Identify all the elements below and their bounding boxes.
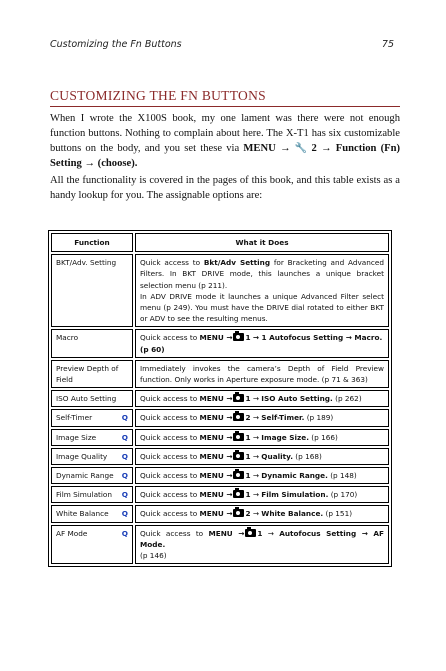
desc-text: Quick access to (140, 451, 200, 461)
table-row (51, 505, 389, 522)
desc-menu-number: 1 (245, 490, 251, 500)
desc-bold: Autofocus Setting → AF Mode. (140, 528, 384, 549)
desc-arrow: → (267, 528, 280, 538)
camera-icon (233, 333, 244, 341)
function-name: Macro (51, 329, 133, 357)
function-description (135, 505, 389, 522)
function-description (135, 448, 389, 465)
table-row (51, 360, 389, 388)
table-row (51, 525, 389, 565)
desc-menu-number: 1 (245, 333, 251, 343)
table-row (51, 467, 389, 484)
table-row (51, 254, 389, 327)
function-name (51, 486, 133, 503)
camera-icon (233, 471, 244, 479)
table-row (51, 429, 389, 446)
running-header (50, 39, 394, 50)
table-row (51, 486, 389, 503)
function-label: Dynamic Range (56, 471, 114, 481)
function-label: Image Size (56, 432, 97, 442)
q-menu-marker: Q (121, 471, 128, 481)
desc-menu-number: 1 (245, 471, 251, 481)
desc-bold: White Balance. (261, 509, 324, 519)
desc-menu: MENU → (199, 394, 233, 404)
function-name (51, 429, 133, 446)
desc-page: (p 262) (332, 394, 362, 404)
desc-menu: MENU → (199, 490, 233, 500)
intro-text: When I wrote the X100S book, my one lament was there were not enough function buttons. Nothing to complain about here. The X-T1 has six customizable buttons on the body, and you set these via (50, 113, 400, 154)
desc-menu: MENU → (199, 509, 233, 519)
intro-paragraph-1 (50, 111, 400, 171)
q-menu-marker: Q (121, 413, 128, 423)
intro-paragraph-2: All the functionality is covered in the pages of this book, and this table exists as a handy lookup for you. The assignable options are: (50, 175, 400, 201)
desc-text: for Bracketing and Advanced Filters. In BKT DRIVE mode, this launches a unique bracket selection menu (p 211). (140, 258, 384, 290)
q-menu-marker: Q (121, 490, 128, 500)
desc-text: Quick access to (140, 509, 200, 519)
table-header-row (51, 233, 389, 252)
desc-bold: Quality. (261, 451, 293, 461)
function-name (51, 525, 133, 565)
desc-page: (p 166) (308, 432, 338, 442)
desc-arrow: → (252, 432, 262, 442)
desc-menu: MENU → (199, 451, 233, 461)
desc-arrow: → (252, 471, 262, 481)
column-header-function: Function (51, 233, 133, 252)
camera-icon (233, 490, 244, 498)
function-name (51, 448, 133, 465)
q-menu-marker: Q (121, 451, 128, 461)
desc-text: Quick access to (140, 333, 200, 343)
desc-menu-number: 1 (257, 528, 263, 538)
desc-menu-number: 1 (245, 432, 251, 442)
function-label: Film Simulation (56, 490, 113, 500)
desc-menu-number: 1 (245, 451, 251, 461)
function-description (135, 329, 389, 357)
desc-text: Quick access to (140, 394, 200, 404)
wrench-icon: 🔧 (294, 143, 308, 154)
function-label: Image Quality (56, 451, 108, 461)
desc-arrow: → (252, 394, 262, 404)
desc-page: (p 168) (292, 451, 322, 461)
desc-text: Quick access to (140, 432, 200, 442)
menu-end: → (choose). (81, 158, 138, 169)
function-description (135, 254, 389, 327)
desc-bold: Self-Timer. (261, 413, 305, 423)
menu-number: 2 → (307, 143, 332, 154)
desc-page: (p 148) (327, 471, 357, 481)
function-label: White Balance (56, 509, 109, 519)
function-description (135, 525, 389, 565)
function-label: AF Mode (56, 528, 88, 538)
function-description (135, 429, 389, 446)
desc-menu: MENU → (199, 471, 233, 481)
q-menu-marker: Q (121, 509, 128, 519)
function-description (135, 486, 389, 503)
table-row (51, 448, 389, 465)
desc-text: Quick access to (140, 413, 200, 423)
running-title: Customizing the Fn Buttons (50, 39, 182, 50)
desc-text: Quick access to (140, 490, 200, 500)
desc-menu: MENU → (208, 528, 245, 538)
menu-setting: Function (Fn) Setting (50, 143, 401, 169)
function-description (135, 390, 389, 407)
camera-icon (233, 452, 244, 460)
q-menu-marker: Q (121, 528, 128, 538)
fn-options-table (48, 230, 392, 567)
function-name: ISO Auto Setting (51, 390, 133, 407)
function-description: Immediately invokes the camera’s Depth of Field Preview function. Only works in Aperture exposure mode. (p 71 & 363) (135, 360, 389, 388)
desc-menu: MENU → (199, 413, 233, 423)
function-name: BKT/Adv. Setting (51, 254, 133, 327)
desc-text: Quick access to (140, 471, 200, 481)
q-menu-marker: Q (121, 432, 128, 442)
desc-bold: → 1 Autofocus Setting → Macro. (252, 333, 383, 343)
camera-icon (233, 394, 244, 402)
table-row (51, 329, 389, 357)
desc-bold: ISO Auto Setting. (261, 394, 333, 404)
function-name (51, 505, 133, 522)
desc-arrow: → (252, 509, 262, 519)
desc-bold: Bkt/Adv Setting (203, 258, 271, 268)
desc-page: (p 189) (304, 413, 334, 423)
camera-icon (233, 413, 244, 421)
function-description (135, 409, 389, 426)
desc-text: In ADV DRIVE mode it launches a unique Advanced Filter select menu (p 249). You must have the DRIVE dial rotated to either BKT or ADV to see the resulting menus. (140, 291, 384, 324)
desc-menu-number: 2 (245, 509, 251, 519)
desc-arrow: → (252, 413, 262, 423)
desc-page: (p 151) (323, 509, 353, 519)
table-row (51, 409, 389, 426)
desc-text: Quick access to (140, 258, 204, 268)
function-label: Self-Timer (56, 413, 93, 423)
camera-icon (245, 529, 256, 537)
desc-bold: Film Simulation. (261, 490, 329, 500)
camera-icon (233, 509, 244, 517)
desc-arrow: → (252, 451, 262, 461)
function-description (135, 467, 389, 484)
desc-page: (p 146) (140, 551, 167, 561)
camera-icon (233, 433, 244, 441)
menu-path: MENU → (243, 143, 295, 154)
desc-bold: Dynamic Range. (261, 471, 328, 481)
table-row (51, 390, 389, 407)
desc-menu: MENU → (199, 432, 233, 442)
page-number: 75 (381, 39, 394, 50)
desc-page: (p 60) (140, 344, 165, 354)
section-title: CUSTOMIZING THE FN BUTTONS (50, 88, 400, 107)
desc-arrow: → (252, 490, 262, 500)
column-header-what-it-does: What it Does (135, 233, 389, 252)
desc-bold: Image Size. (261, 432, 309, 442)
function-name (51, 467, 133, 484)
function-name (51, 409, 133, 426)
function-name: Preview Depth of Field (51, 360, 133, 388)
desc-page: (p 170) (328, 490, 358, 500)
desc-menu-number: 2 (245, 413, 251, 423)
desc-menu-number: 1 (245, 394, 251, 404)
desc-text: Quick access to (140, 528, 209, 538)
desc-menu: MENU → (199, 333, 233, 343)
